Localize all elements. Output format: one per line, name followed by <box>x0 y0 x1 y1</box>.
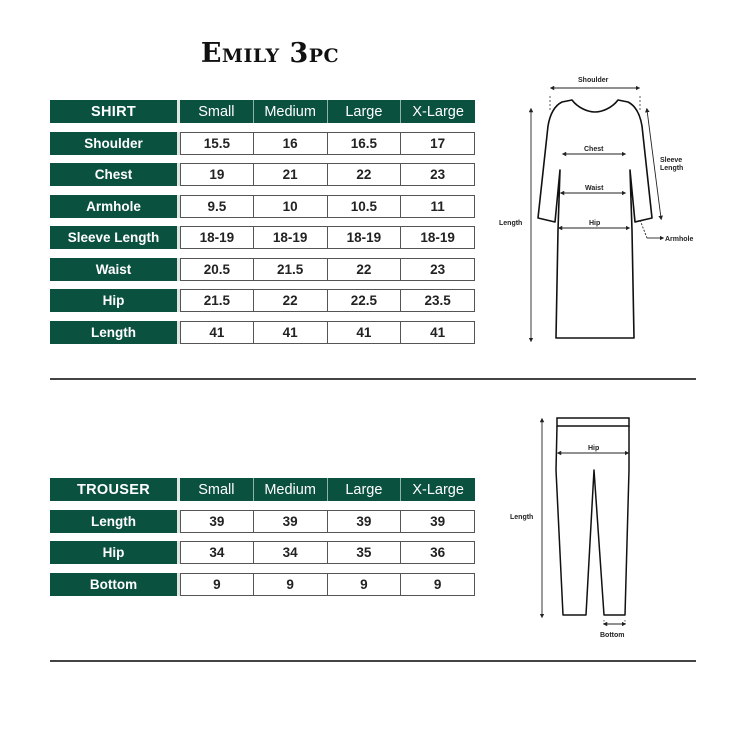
shirt-diagram <box>490 70 730 355</box>
label-shoulder: Shoulder <box>578 77 609 84</box>
shirt-size-table <box>50 100 475 352</box>
label-length: Length <box>499 220 523 227</box>
row-label: Armhole <box>50 195 180 218</box>
table-cell: 21 <box>254 163 328 186</box>
column-header-large: Large <box>328 478 402 501</box>
table-row <box>50 289 475 312</box>
table-cell: 9 <box>254 573 328 596</box>
table-cell: 23 <box>401 163 475 186</box>
section-divider <box>50 660 696 662</box>
label-chest: Chest <box>584 146 604 153</box>
label-bottom: Bottom <box>600 632 625 639</box>
row-label: Length <box>50 510 180 533</box>
table-cell: 41 <box>401 321 475 344</box>
label-armhole: Armhole <box>665 236 694 243</box>
page-title: Emily 3pc <box>200 38 340 69</box>
label-hip: Hip <box>588 445 600 452</box>
column-header-small: Small <box>180 100 254 123</box>
column-header-medium: Medium <box>254 478 328 501</box>
row-label: Chest <box>50 163 180 186</box>
table-cell: 41 <box>180 321 254 344</box>
column-header-xlarge: X-Large <box>401 478 475 501</box>
table-cell: 23 <box>401 258 475 281</box>
table-cell: 11 <box>401 195 475 218</box>
table-cell: 9.5 <box>180 195 254 218</box>
table-cell: 22.5 <box>328 289 402 312</box>
table-row <box>50 163 475 186</box>
row-label: Sleeve Length <box>50 226 180 249</box>
section-divider <box>50 378 696 380</box>
label-hip: Hip <box>589 220 601 227</box>
label-sleeve-line2: Length <box>660 165 684 172</box>
label-length: Length <box>510 514 534 521</box>
table-cell: 34 <box>254 541 328 564</box>
trouser-diagram <box>500 410 660 645</box>
table-row <box>50 132 475 155</box>
row-label: Length <box>50 321 180 344</box>
table-cell: 18-19 <box>401 226 475 249</box>
table-cell: 39 <box>254 510 328 533</box>
table-header-title: TROUSER <box>50 478 180 501</box>
label-waist: Waist <box>585 185 604 192</box>
table-header-row <box>50 100 475 123</box>
table-cell: 20.5 <box>180 258 254 281</box>
row-label: Waist <box>50 258 180 281</box>
table-cell: 16.5 <box>328 132 402 155</box>
table-cell: 41 <box>254 321 328 344</box>
table-row <box>50 321 475 344</box>
table-row <box>50 510 475 533</box>
column-header-large: Large <box>328 100 402 123</box>
trouser-waistband <box>557 418 629 426</box>
table-cell: 34 <box>180 541 254 564</box>
shirt-outline <box>538 100 652 338</box>
table-cell: 39 <box>401 510 475 533</box>
table-cell: 16 <box>254 132 328 155</box>
table-cell: 9 <box>401 573 475 596</box>
trouser-outline <box>556 426 629 615</box>
table-cell: 23.5 <box>401 289 475 312</box>
table-row <box>50 195 475 218</box>
table-row <box>50 226 475 249</box>
column-header-xlarge: X-Large <box>401 100 475 123</box>
label-sleeve-line1: Sleeve <box>660 157 683 164</box>
column-header-small: Small <box>180 478 254 501</box>
table-row <box>50 258 475 281</box>
table-cell: 39 <box>328 510 402 533</box>
table-cell: 15.5 <box>180 132 254 155</box>
table-header-title: SHIRT <box>50 100 180 123</box>
table-cell: 9 <box>180 573 254 596</box>
table-cell: 36 <box>401 541 475 564</box>
row-label: Shoulder <box>50 132 180 155</box>
table-cell: 10 <box>254 195 328 218</box>
row-label: Bottom <box>50 573 180 596</box>
table-cell: 39 <box>180 510 254 533</box>
table-cell: 19 <box>180 163 254 186</box>
table-cell: 10.5 <box>328 195 402 218</box>
trouser-size-table <box>50 478 475 604</box>
table-row <box>50 541 475 564</box>
table-cell: 22 <box>328 163 402 186</box>
table-cell: 9 <box>328 573 402 596</box>
table-cell: 21.5 <box>180 289 254 312</box>
table-cell: 22 <box>254 289 328 312</box>
row-label: Hip <box>50 541 180 564</box>
table-header-row <box>50 478 475 501</box>
table-cell: 35 <box>328 541 402 564</box>
table-cell: 18-19 <box>254 226 328 249</box>
table-row <box>50 573 475 596</box>
table-cell: 22 <box>328 258 402 281</box>
table-cell: 18-19 <box>180 226 254 249</box>
row-label: Hip <box>50 289 180 312</box>
table-cell: 41 <box>328 321 402 344</box>
table-cell: 18-19 <box>328 226 402 249</box>
column-header-medium: Medium <box>254 100 328 123</box>
table-cell: 21.5 <box>254 258 328 281</box>
table-cell: 17 <box>401 132 475 155</box>
